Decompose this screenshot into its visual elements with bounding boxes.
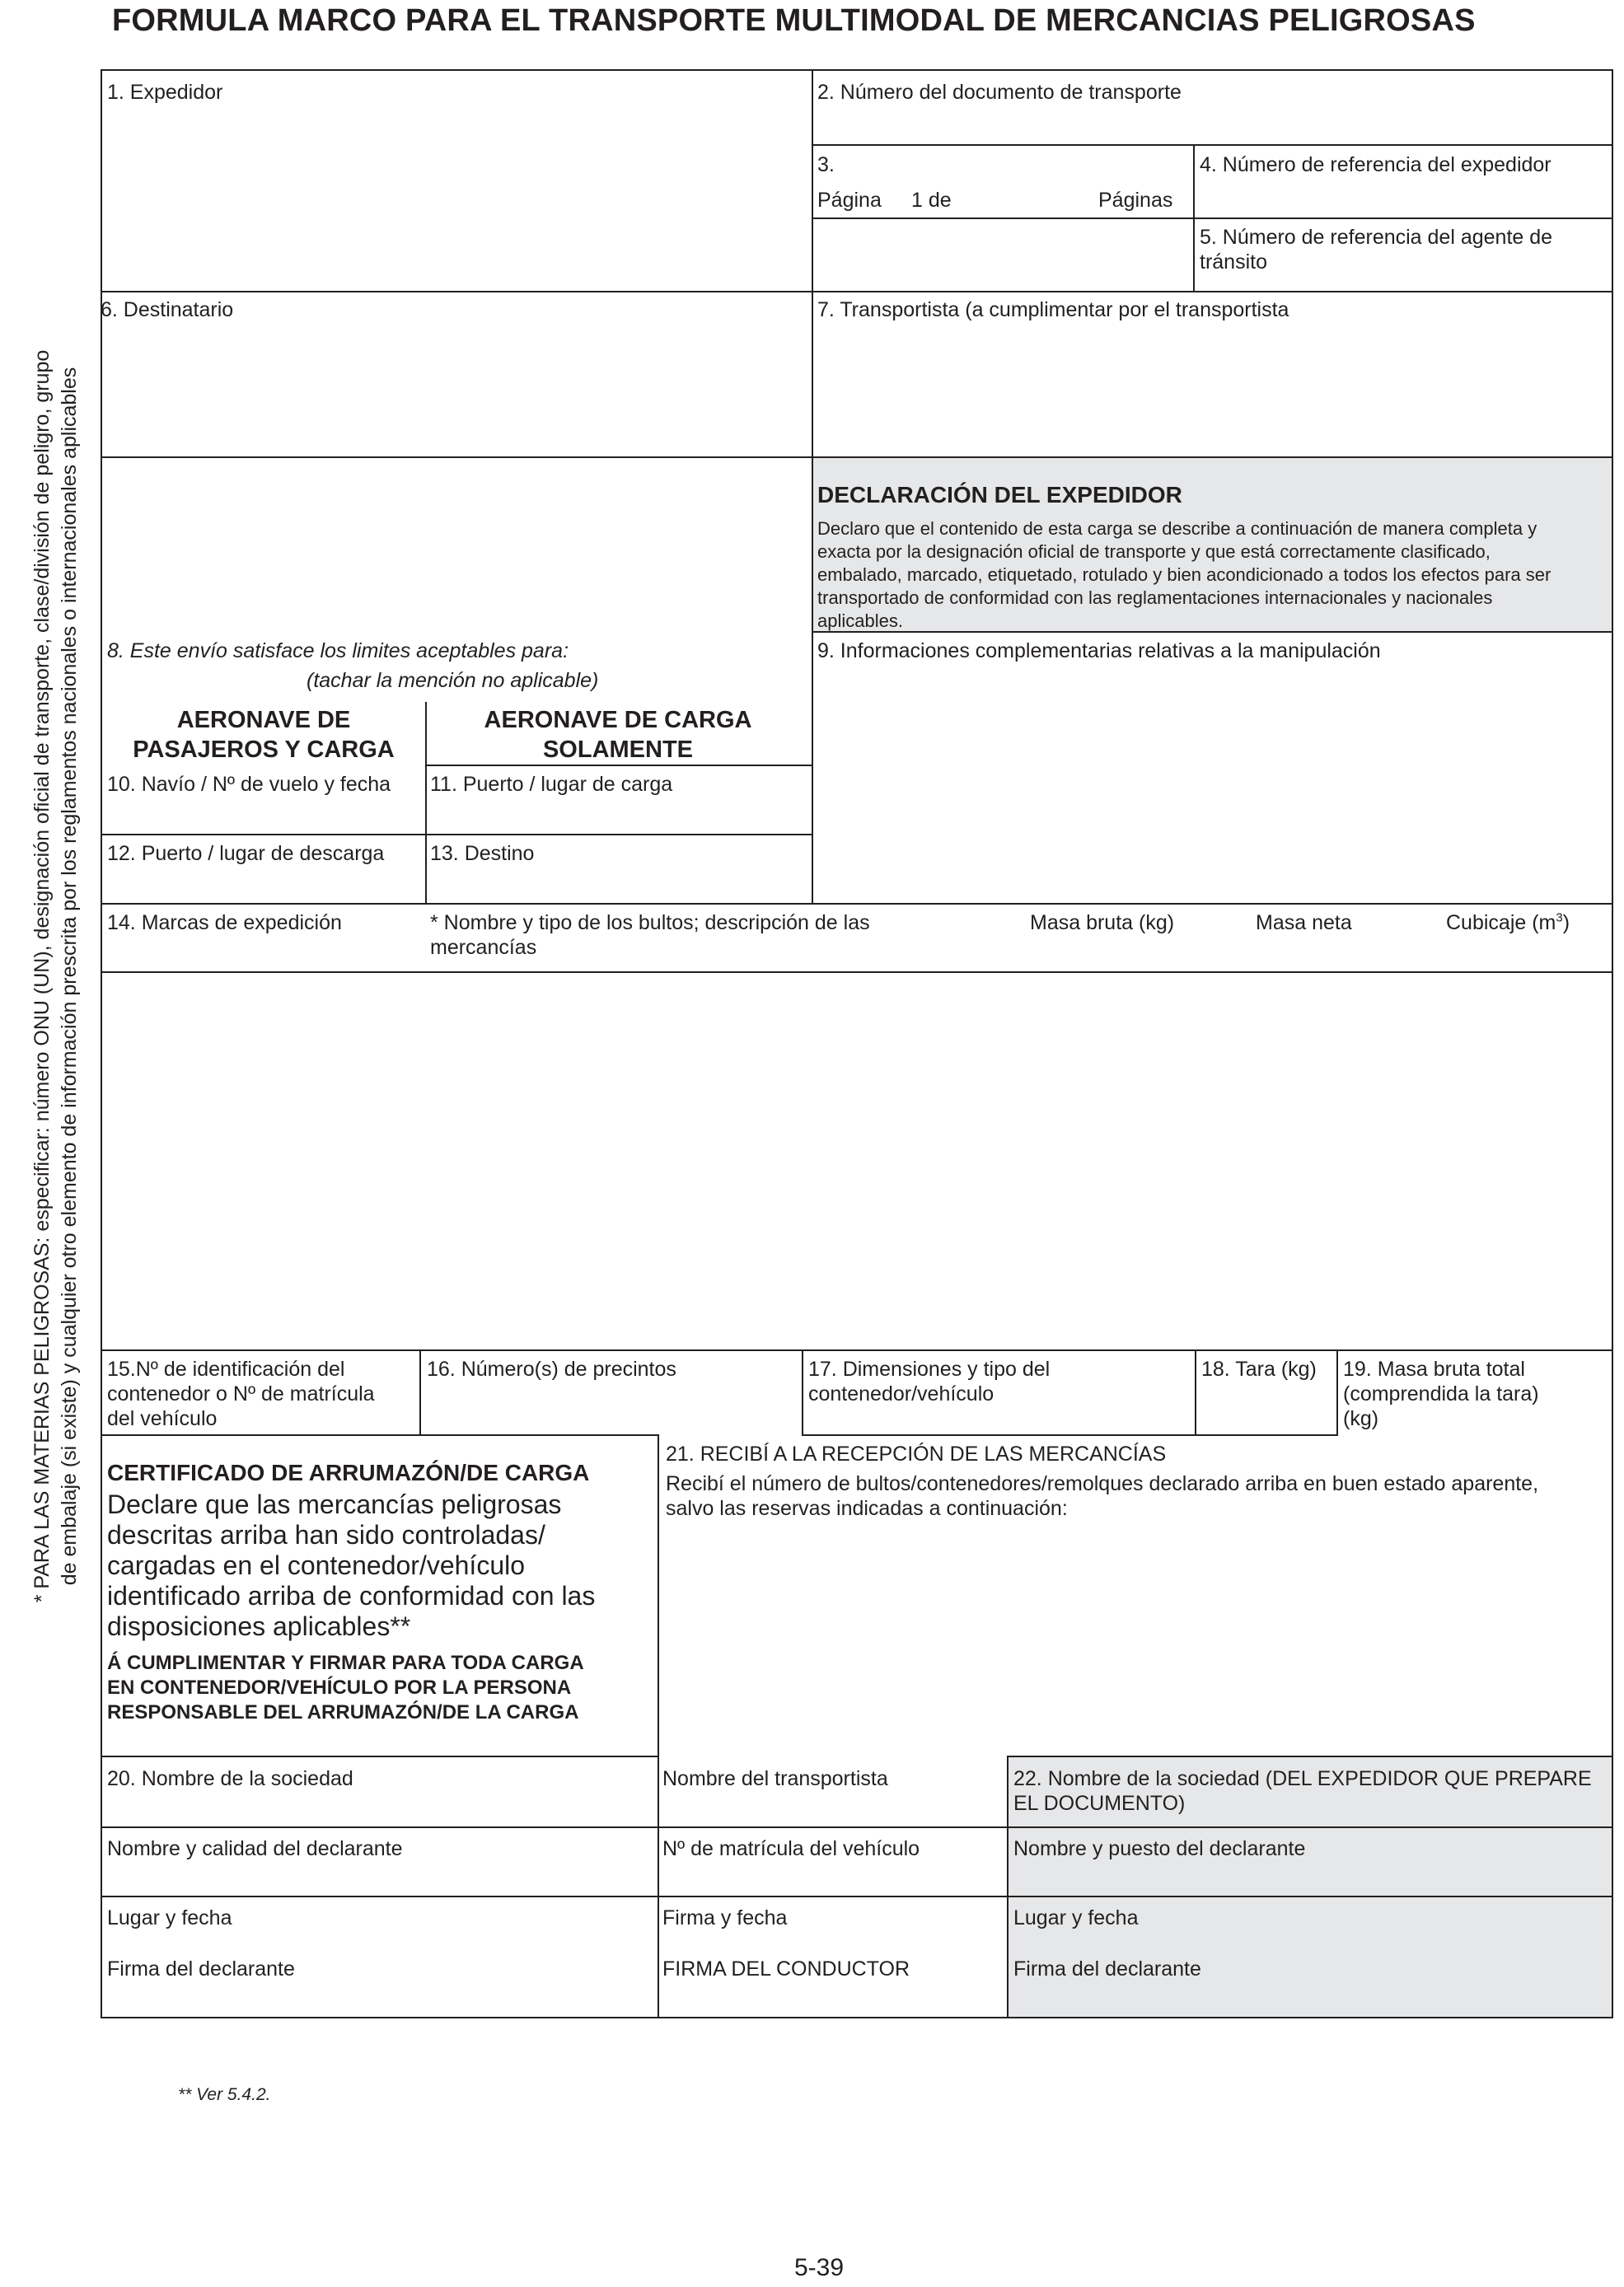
box21-body: Recibí el número de bultos/contenedores/remolques declarado arriba en buen estado aparente, salvo las reservas indicadas a continuación: (666, 1472, 1539, 1520)
sig-vehicle-registration: Nº de matrícula del vehículo (662, 1837, 920, 1860)
divider-box4-5 (1193, 217, 1613, 219)
divider-aeronave (425, 702, 427, 903)
divider-goods-header (101, 971, 1613, 973)
box16-label: 16. Número(s) de precintos (427, 1358, 676, 1381)
box9-label: 9. Informaciones complementarias relativas a la manipulación (817, 639, 1381, 662)
divider-16-17 (802, 1349, 803, 1436)
certificate-instruction: Á CUMPLIMENTAR Y FIRMAR PARA TODA CARGA EN CONTENEDOR/VEHÍCULO POR LA PERSONA RESPONSABLE DEL ARRUMAZÓN/DE LA CARGA (107, 1652, 584, 1723)
page-of: 1 de (911, 189, 952, 212)
pages-label: Páginas (1098, 189, 1173, 212)
box6-label: 6. Destinatario (101, 298, 234, 321)
box18-label: 18. Tara (kg) (1201, 1358, 1317, 1381)
divider-sig-col3 (1007, 1756, 1009, 2018)
box8-note: (tachar la mención no aplicable) (307, 669, 599, 692)
frame-top (101, 69, 1613, 71)
divider-box3 (812, 217, 1193, 219)
box1-label: 1. Expedidor (107, 81, 223, 104)
divider-aeronave-right (425, 765, 812, 766)
divider-15-16 (419, 1349, 421, 1436)
cubic-header-end: ) (1562, 911, 1570, 934)
page-number: 5-39 (794, 2254, 845, 2281)
divider-box2 (812, 144, 1613, 146)
sig-shipper-place-date: Lugar y fecha (1013, 1906, 1139, 1929)
declaration-title: DECLARACIÓN DEL EXPEDIDOR (817, 482, 1182, 507)
box12-label: 12. Puerto / lugar de descarga (107, 842, 385, 865)
box8-label: 8. Este envío satisface los limites aceptables para: (107, 639, 569, 662)
option-cargo-aircraft: AERONAVE DE CARGA SOLAMENTE (484, 707, 752, 763)
sig-driver-signature: FIRMA DEL CONDUCTOR (662, 1957, 910, 1981)
divider-sig-row2 (101, 1826, 1613, 1828)
divider-goods-top (101, 903, 1613, 905)
divider-main (812, 69, 813, 903)
divider-15-top (101, 1349, 1613, 1351)
divider-cert-bottom (101, 1756, 659, 1757)
sig-shipper-company: 22. Nombre de la sociedad (DEL EXPEDIDOR QUE PREPARE EL DOCUMENTO) (1013, 1767, 1592, 1815)
frame-bottom (101, 2017, 1613, 2018)
sig-declarant-signature: Firma del declarante (107, 1957, 295, 1981)
gross-mass-header: Masa bruta (kg) (1030, 911, 1175, 934)
description-header: * Nombre y tipo de los bultos; descripción de las mercancías (430, 911, 870, 959)
divider-15-bottom-b (802, 1434, 1337, 1436)
box5-label: 5. Número de referencia del agente de tránsito (1200, 226, 1553, 274)
divider-box7-bottom (101, 456, 1613, 458)
cubic-header (1446, 910, 1570, 935)
frame-left (101, 69, 102, 2018)
divider-17-18 (1195, 1349, 1196, 1436)
sig-place-date: Lugar y fecha (107, 1906, 232, 1929)
box19-label: 19. Masa bruta total (comprendida la tara) (kg) (1343, 1358, 1539, 1430)
divider-sig-row3 (101, 1896, 1613, 1897)
divider-10-12 (101, 834, 812, 835)
box17-label: 17. Dimensiones y tipo del contenedor/vehículo (808, 1358, 1051, 1405)
certificate-body: Declare que las mercancías peligrosas descritas arriba han sido controladas/ cargadas en el contenedor/vehículo identificado arriba de conformidad con las disposiciones aplicables** (107, 1490, 596, 1641)
sig-carrier-name: Nombre del transportista (662, 1767, 888, 1790)
box21-title: 21. RECIBÍ A LA RECEPCIÓN DE LAS MERCANCÍAS (666, 1443, 1167, 1466)
box13-label: 13. Destino (430, 842, 535, 865)
divider-21-bottom (1007, 1756, 1613, 1757)
sig-carrier-signature-date: Firma y fecha (662, 1906, 788, 1929)
frame-right (1612, 69, 1613, 2018)
box7-label: 7. Transportista (a cumplimentar por el transportista (817, 298, 1289, 321)
option-passenger-aircraft: AERONAVE DE PASAJEROS Y CARGA (133, 707, 395, 763)
divider-box6-7 (101, 291, 1613, 292)
box4-label: 4. Número de referencia del expedidor (1200, 153, 1551, 176)
sig-company-name: 20. Nombre de la sociedad (107, 1767, 353, 1790)
box2-label: 2. Número del documento de transporte (817, 81, 1182, 104)
divider-15-bottom (101, 1434, 659, 1436)
sig-declarant-name: Nombre y calidad del declarante (107, 1837, 403, 1860)
form-title: FORMULA MARCO PARA EL TRANSPORTE MULTIMODAL DE MERCANCIAS PELIGROSAS (112, 3, 1476, 38)
side-note: * PARA LAS MATERIAS PELIGROSAS: especificar: número ONU (UN), designación oficial de transporte, clase/división de peligro, grupo de embalaje (si existe) y cualquier otro elemento de información prescrita por los reglamentos nacionales o internacionales aplicables (30, 349, 81, 1603)
box15-label: 15.Nº de identificación del contenedor o Nº de matrícula del vehículo (107, 1358, 375, 1430)
marks-header: 14. Marcas de expedición (107, 911, 342, 934)
certificate-title: CERTIFICADO DE ARRUMAZÓN/DE CARGA (107, 1460, 590, 1485)
cubic-header-text: Cubicaje (m (1446, 911, 1556, 934)
sig-shipper-signature: Firma del declarante (1013, 1957, 1201, 1981)
page-label: Página (817, 189, 882, 212)
cubic-header-sup: 3 (1556, 910, 1563, 925)
footnote: ** Ver 5.4.2. (178, 2085, 271, 2104)
sig-shipper-declarant: Nombre y puesto del declarante (1013, 1837, 1306, 1860)
box3-label: 3. (817, 153, 835, 176)
declaration-body: Declaro que el contenido de esta carga se describe a continuación de manera completa y exacta por la designación oficial de transporte y que está correctamente clasificado, embalado, marcado, etiquetado, rotulado y bien acondicionado a todos los efectos para ser transportado de conformidad con las reglamentaciones internacionales y nacionales aplicables. (817, 518, 1551, 631)
net-mass-header: Masa neta (1256, 911, 1352, 934)
divider-18-19 (1336, 1349, 1338, 1436)
divider-cert-21 (658, 1434, 659, 2018)
box10-label: 10. Navío / Nº de vuelo y fecha (107, 773, 391, 796)
box11-label: 11. Puerto / lugar de carga (430, 773, 673, 796)
